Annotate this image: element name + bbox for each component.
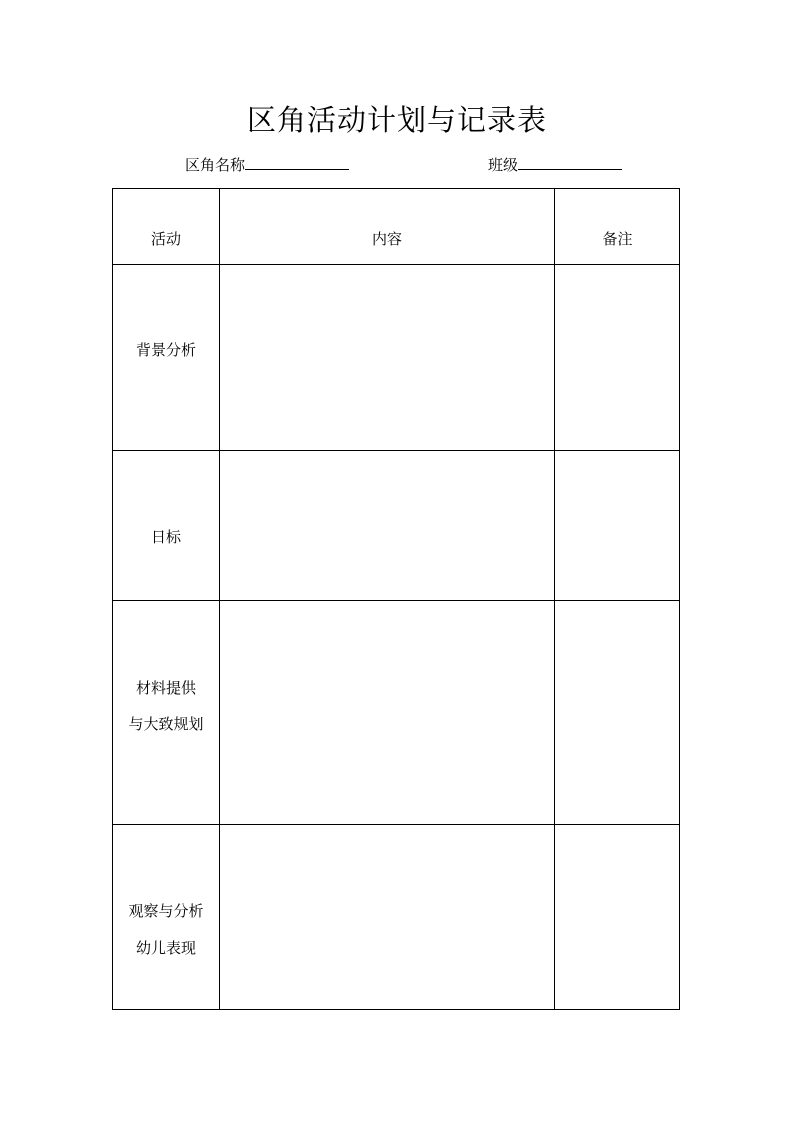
content-cell[interactable] (220, 601, 554, 824)
remark-cell[interactable] (555, 825, 680, 1009)
content-cell[interactable] (220, 825, 554, 1009)
area-name-field[interactable] (185, 154, 349, 175)
class-label: 班级 (488, 156, 519, 174)
content-cell[interactable] (220, 265, 554, 450)
page-title: 区角活动计划与记录表 (246, 103, 547, 137)
remark-cell[interactable] (555, 265, 680, 450)
row-label: 观察与分析 (128, 902, 204, 920)
row-label: 日标 (150, 528, 181, 546)
plan-record-table (112, 188, 680, 1010)
row-label: 与大致规划 (128, 715, 204, 733)
row-label: 幼儿表现 (135, 939, 196, 957)
header-content: 内容 (371, 230, 402, 248)
header-activity: 活动 (150, 230, 181, 248)
content-cell[interactable] (220, 451, 554, 600)
row-label: 背景分析 (135, 341, 196, 359)
area-name-blank[interactable] (245, 154, 349, 170)
row-label: 材料提供 (135, 679, 196, 697)
class-field[interactable] (488, 154, 622, 175)
area-name-label: 区角名称 (185, 156, 246, 174)
header-remark: 备注 (602, 230, 633, 248)
class-blank[interactable] (518, 154, 622, 170)
remark-cell[interactable] (555, 601, 680, 824)
remark-cell[interactable] (555, 451, 680, 600)
